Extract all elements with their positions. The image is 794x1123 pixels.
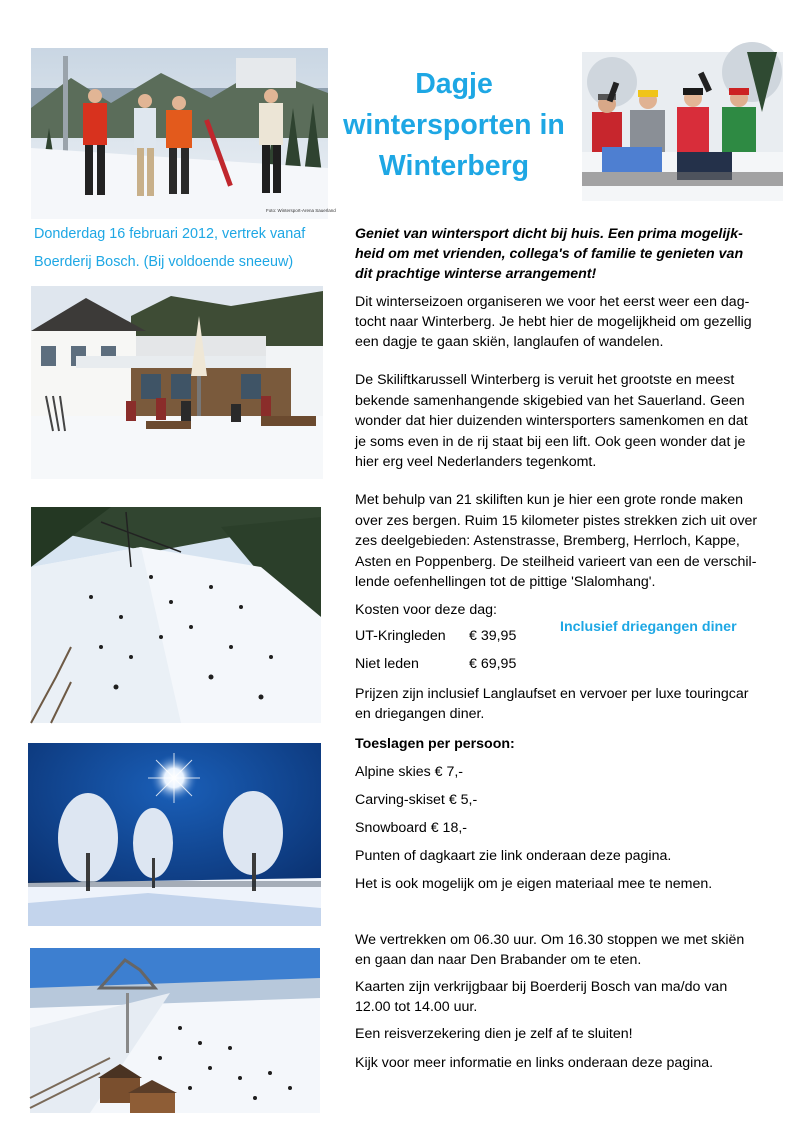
intro-line: dit prachtige winterse arrangement! bbox=[355, 266, 597, 282]
photo-skiers-group bbox=[31, 48, 336, 219]
text-line: Asten en Poppenberg. De steilheid varieert van een de verschil- bbox=[355, 553, 757, 570]
text-line: over zes bergen. Ruim 15 kilometer pistes strekken zich uit over bbox=[355, 512, 758, 529]
surcharge-item: Carving-skiset € 5,- bbox=[355, 792, 478, 808]
text-line: Kaarten zijn verkrijgbaar bij Boerderij Bosch van ma/do van bbox=[355, 979, 728, 995]
photo-chalet bbox=[31, 286, 323, 479]
text-line: Dit winterseizoen organiseren we voor het eerst weer een dag- bbox=[355, 294, 750, 310]
intro-line: Geniet van wintersport dicht bij huis. Een prima mogelijk- bbox=[355, 226, 743, 242]
date-line-1: Donderdag 16 februari 2012, vertrek vanaf bbox=[34, 226, 306, 242]
text-line: zes deelgebieden: Astenstrasse, Bremberg, Herrloch, Kappe, bbox=[355, 533, 740, 549]
text-line: Met behulp van 21 skiliften kun je hier een grote ronde maken bbox=[355, 492, 744, 508]
text-line: hier erg veel Nederlanders tegenkomt. bbox=[355, 454, 597, 470]
text-line: We vertrekken om 06.30 uur. Om 16.30 stoppen we met skiën bbox=[355, 932, 745, 948]
photo-snowy-trees bbox=[28, 743, 321, 926]
date-line-2: Boerderij Bosch. (Bij voldoende sneeuw) bbox=[34, 254, 294, 270]
price-value-non-members: € 69,95 bbox=[469, 656, 517, 672]
photo-ski-piste bbox=[30, 948, 320, 1113]
diner-note: Inclusief driegangen diner bbox=[560, 619, 737, 635]
text-line: wonder dat hier duizenden wintersporters samenkomen en dat bbox=[355, 413, 748, 429]
text-line: 12.00 tot 14.00 uur. bbox=[355, 999, 478, 1015]
paragraph-skiliftkarussell bbox=[355, 370, 775, 473]
price-label-non-members: Niet leden bbox=[355, 656, 419, 672]
text-line: een dagje te gaan skiën, langlaufen of wandelen. bbox=[355, 334, 664, 350]
text-line: lende oefenhellingen tot de pittige 'Slalomhang'. bbox=[355, 574, 656, 590]
text-line: en driegangen diner. bbox=[355, 706, 485, 722]
more-info-text: Kijk voor meer informatie en links onderaan deze pagina. bbox=[355, 1055, 714, 1071]
text-line: De Skiliftkarussell Winterberg is veruit het grootste en meest bbox=[355, 372, 735, 388]
tickets-paragraph bbox=[355, 977, 775, 1017]
price-label-members: UT-Kringleden bbox=[355, 628, 446, 644]
page-title bbox=[328, 64, 580, 187]
price-value-members: € 39,95 bbox=[469, 628, 517, 644]
title-line-3: Winterberg bbox=[378, 150, 530, 182]
surcharge-item: Snowboard € 18,- bbox=[355, 820, 467, 836]
photo-ski-slope bbox=[31, 507, 321, 723]
title-line-1: Dagje bbox=[415, 68, 493, 100]
photo-credit: Foto: Wintersport-Arena Sauerland bbox=[266, 208, 336, 213]
insurance-text: Een reisverzekering dien je zelf af te sluiten! bbox=[355, 1026, 633, 1042]
eigen-materiaal-text: Het is ook mogelijk om je eigen materiaal mee te nemen. bbox=[355, 876, 713, 892]
text-line: je soms even in de rij staat bij een lift. Ook geen wonder dat je bbox=[355, 433, 746, 450]
departure-paragraph bbox=[355, 930, 775, 970]
costs-heading: Kosten voor deze dag: bbox=[355, 602, 497, 618]
punten-text: Punten of dagkaart zie link onderaan deze pagina. bbox=[355, 848, 672, 864]
text-line: bekende samenhangende skigebied van het Sauerland. Geen bbox=[355, 392, 745, 409]
title-line-2: wintersporten in bbox=[343, 109, 565, 141]
photo-kids-waving bbox=[582, 52, 783, 201]
paragraph-seizoen bbox=[355, 292, 775, 352]
text-line: Prijzen zijn inclusief Langlaufset en vervoer per luxe touringcar bbox=[355, 686, 749, 702]
intro-paragraph bbox=[355, 224, 775, 284]
surcharge-item: Alpine skies € 7,- bbox=[355, 764, 464, 780]
surcharge-heading: Toeslagen per persoon: bbox=[355, 736, 515, 752]
paragraph-skiliften bbox=[355, 490, 775, 593]
text-line: tocht naar Winterberg. Je hebt hier de mogelijkheid om gezellig bbox=[355, 314, 752, 330]
text-line: en gaan dan naar Den Brabander om te eten. bbox=[355, 952, 642, 968]
prices-note bbox=[355, 684, 775, 724]
intro-line: heid om met vrienden, collega's of familie te genieten van bbox=[355, 246, 744, 262]
